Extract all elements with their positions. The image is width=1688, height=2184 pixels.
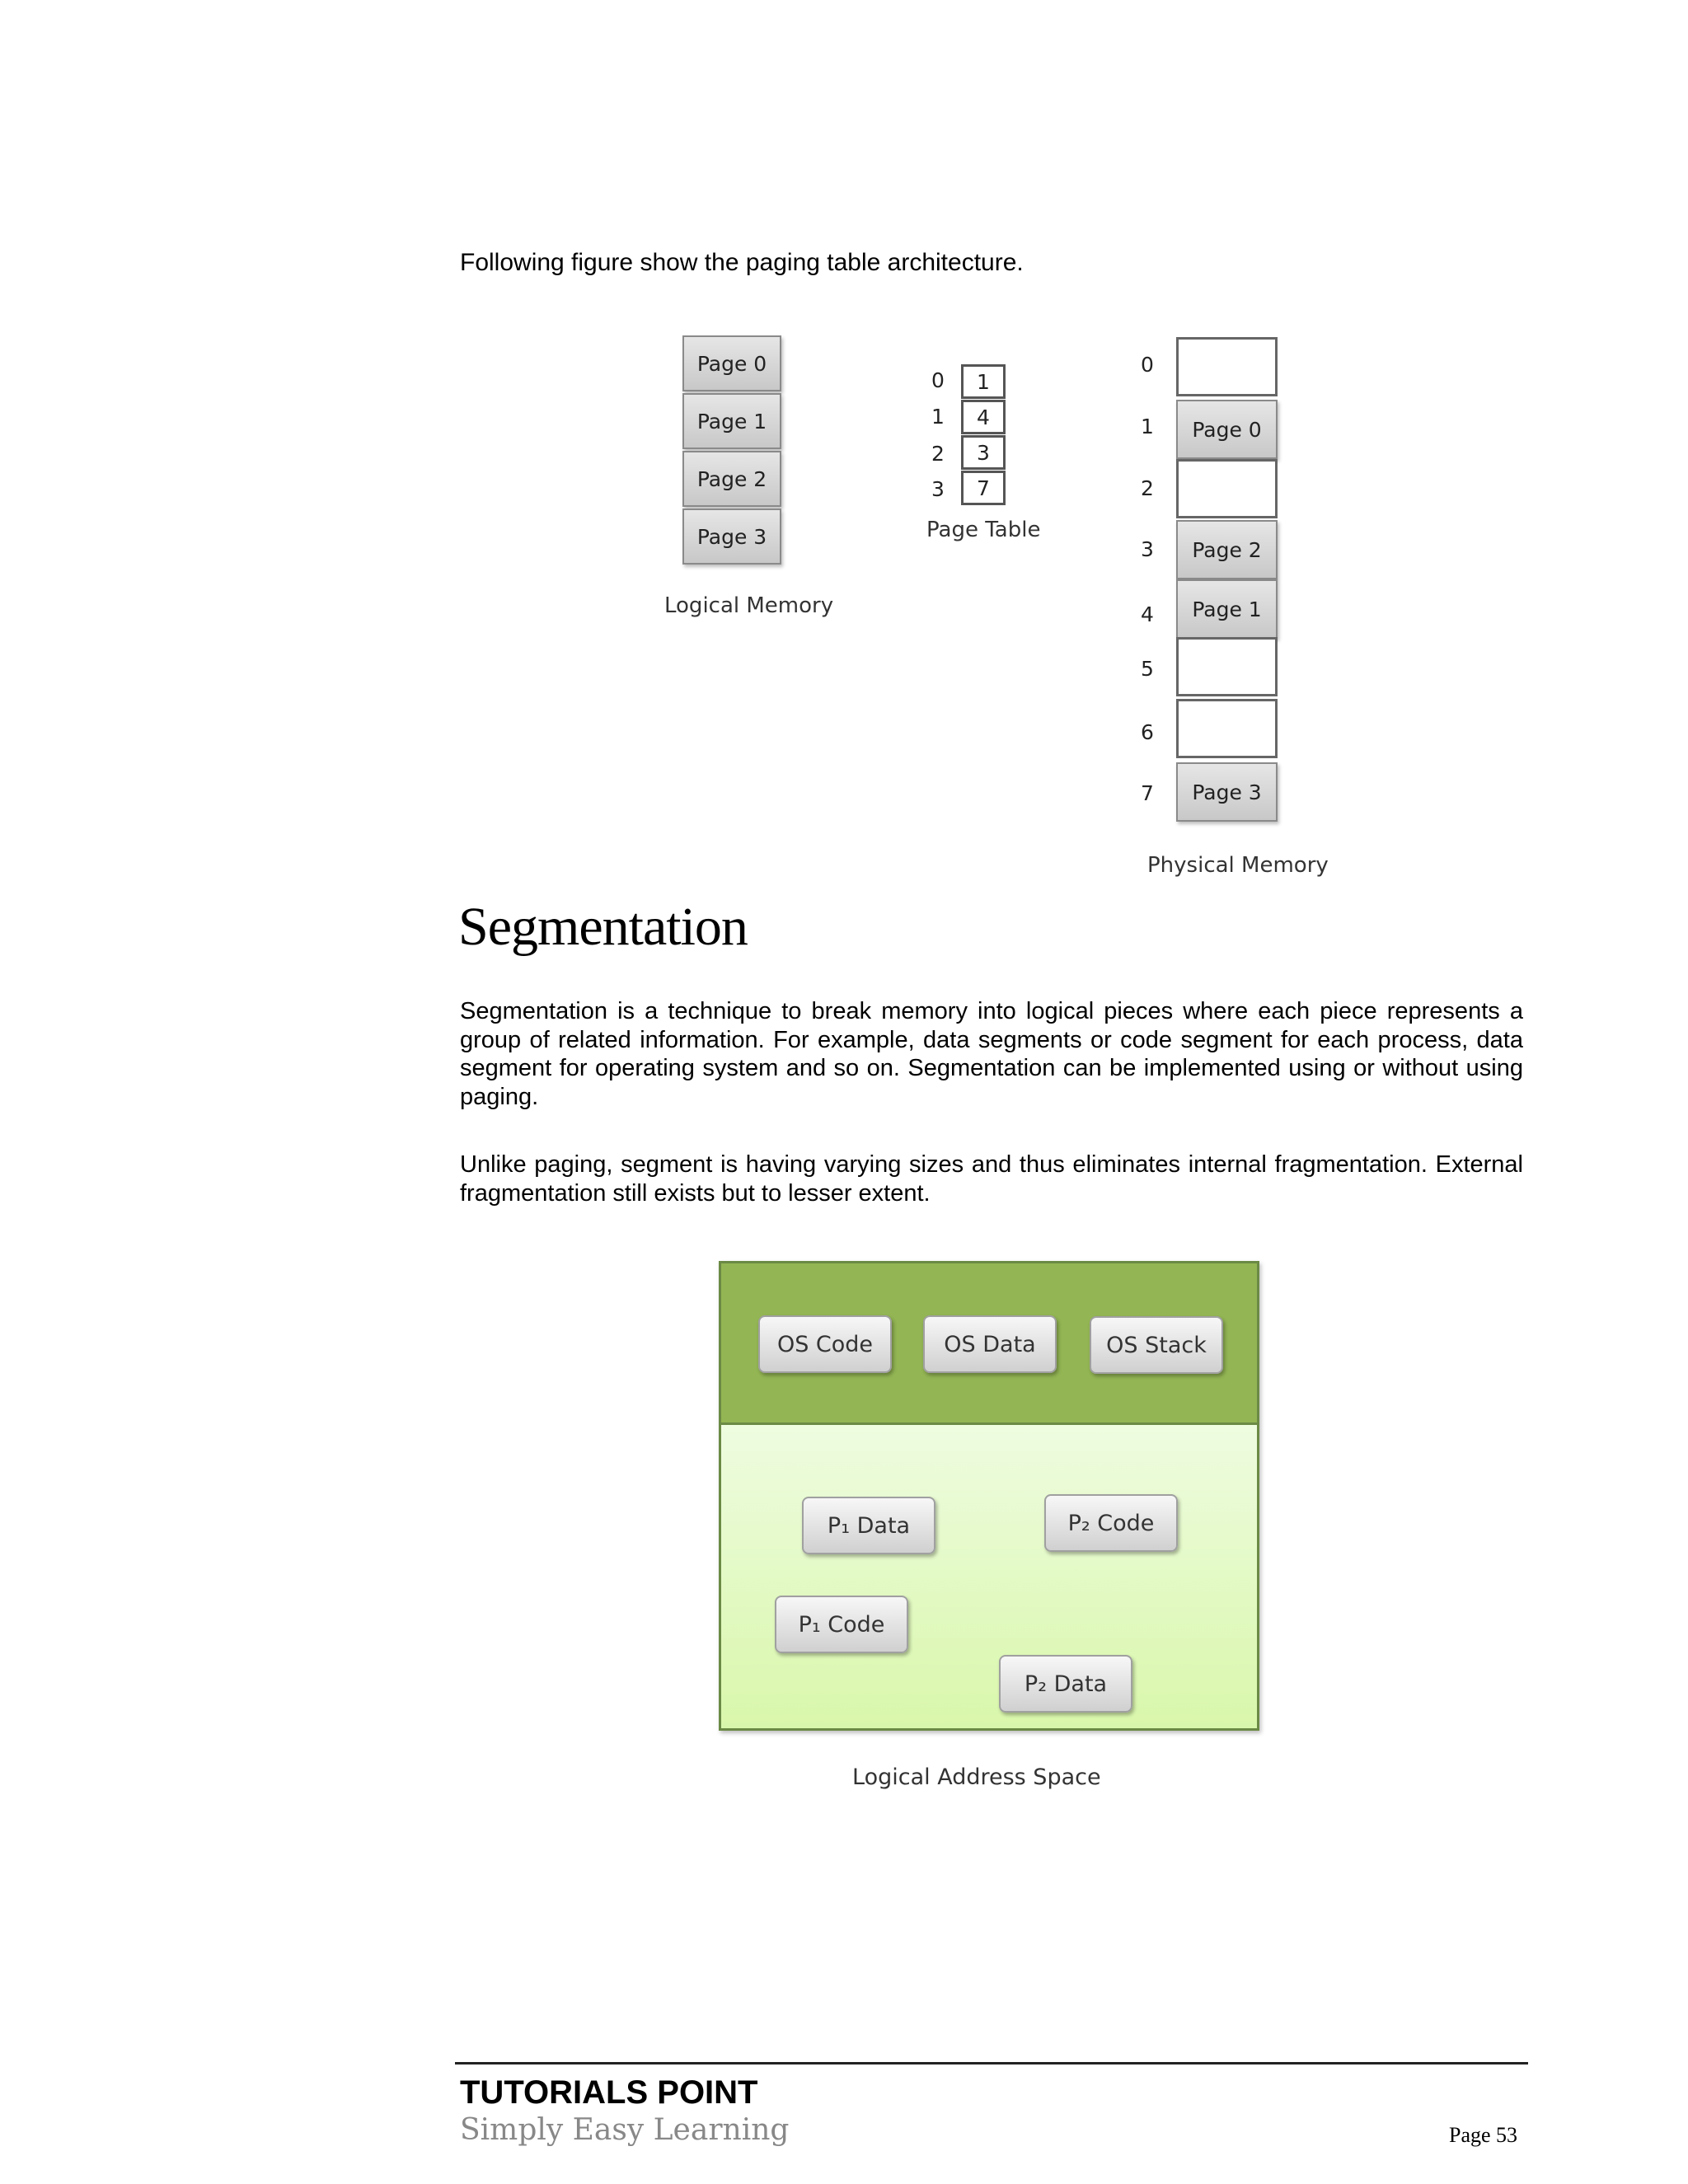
frame-index: 5 — [1141, 657, 1154, 681]
segmentation-diagram — [719, 1261, 1259, 1731]
p1-code-segment: P₁ Code — [775, 1596, 908, 1653]
frame-slot: Page 0 — [1176, 400, 1278, 459]
logical-address-space-label: Logical Address Space — [852, 1765, 1101, 1790]
physical-memory-label: Physical Memory — [1147, 853, 1329, 878]
frame-index: 6 — [1141, 720, 1154, 744]
frame-index: 2 — [1141, 476, 1154, 500]
os-code-segment: OS Code — [758, 1315, 892, 1373]
frame-slot: Page 2 — [1176, 520, 1278, 579]
logical-page-3: Page 3 — [682, 509, 781, 565]
logical-memory-label: Logical Memory — [664, 593, 834, 618]
frame-index: 0 — [1141, 353, 1154, 377]
page-table-cell: 4 — [961, 400, 1006, 434]
os-stack-segment: OS Stack — [1090, 1316, 1223, 1374]
page-table-index: 0 — [931, 368, 945, 392]
frame-index: 4 — [1141, 602, 1154, 626]
footer-brand: TUTORIALS POINT — [460, 2074, 758, 2111]
page-table-label: Page Table — [926, 518, 1041, 542]
p2-data-segment: P₂ Data — [999, 1655, 1132, 1713]
logical-page-0: Page 0 — [682, 335, 781, 391]
footer-divider — [455, 2062, 1528, 2064]
footer-tagline: Simply Easy Learning — [460, 2113, 790, 2147]
frame-slot — [1176, 459, 1278, 518]
page-table-index: 1 — [931, 405, 945, 429]
paragraph: Segmentation is a technique to break memory into logical pieces where each piece represents a group of related information. For example, data segments or code segment for each process, data segment for operating system and so on. Segmentation can be implemented using or without using paging. — [460, 998, 1523, 1110]
frame-slot: Page 1 — [1176, 579, 1278, 639]
page-table-cell: 7 — [961, 471, 1006, 505]
frame-slot — [1176, 699, 1278, 758]
logical-page-2: Page 2 — [682, 451, 781, 507]
process-segment-area — [721, 1425, 1257, 1728]
page-table-cell: 3 — [961, 435, 1006, 470]
frame-slot — [1176, 337, 1278, 396]
page-table-index: 3 — [931, 477, 945, 501]
page-number: Page 53 — [1449, 2123, 1518, 2147]
frame-slot: Page 3 — [1176, 762, 1278, 822]
paragraph: Unlike paging, segment is having varying sizes and thus eliminates internal fragmentation. External fragmentation still exists but to lesser extent. — [460, 1151, 1523, 1207]
p1-data-segment: P₁ Data — [802, 1497, 935, 1554]
section-heading: Segmentation — [458, 897, 748, 957]
frame-index: 7 — [1141, 781, 1154, 805]
logical-page-1: Page 1 — [682, 393, 781, 449]
frame-index: 3 — [1141, 537, 1154, 561]
frame-slot — [1176, 637, 1278, 696]
frame-index: 1 — [1141, 415, 1154, 438]
intro-text: Following figure show the paging table architecture. — [460, 249, 1024, 276]
p2-code-segment: P₂ Code — [1044, 1494, 1178, 1552]
os-data-segment: OS Data — [923, 1315, 1057, 1373]
page-table-cell: 1 — [961, 364, 1006, 399]
page-table-index: 2 — [931, 442, 945, 466]
